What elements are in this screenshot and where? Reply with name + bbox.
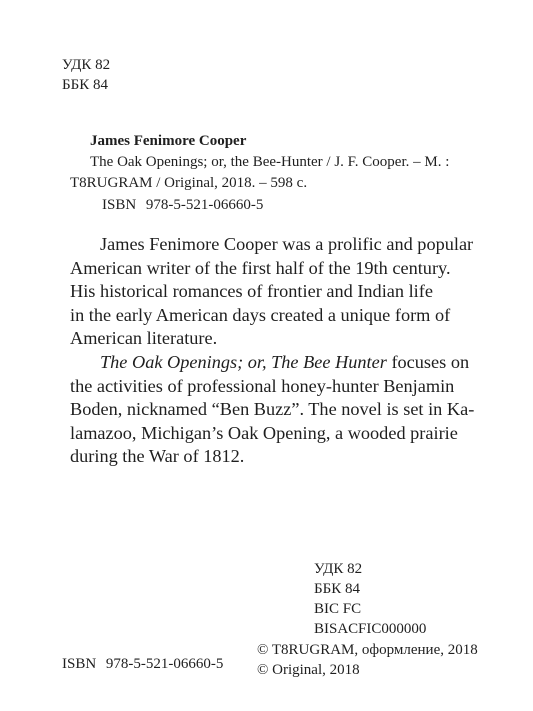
copyright-notice	[257, 640, 478, 680]
bbk-code: ББК 84	[62, 77, 108, 93]
abstract-line: James Fenimore Cooper was a prolific and popular	[100, 234, 474, 254]
bisac-code	[314, 619, 426, 639]
abstract-line: the activities of professional honey-hunter Benjamin	[70, 375, 455, 396]
abstract-line: American literature.	[70, 328, 218, 349]
abstract-line: American writer of the first half of the 19th century.	[70, 257, 451, 278]
isbn-bottom: ISBN 978-5-521-06660-5	[62, 656, 224, 672]
bbk-code-bottom: ББК 84	[314, 581, 360, 597]
abstract-line: His historical romances of frontier and Indian life	[70, 281, 433, 302]
abstract	[70, 233, 475, 469]
udk-code-bottom: УДК 82	[314, 561, 363, 577]
bic-code: BIC FC	[314, 601, 362, 617]
abstract-text: focuses on	[386, 351, 470, 372]
bisac-label: BISAC	[314, 621, 359, 637]
udk-code: УДК 82	[62, 57, 111, 73]
novel-title: The Oak Openings; or, The Bee Hunter	[100, 351, 387, 372]
isbn-top: ISBN 978-5-521-06660-5	[102, 197, 264, 213]
copyright-original: © Original, 2018	[257, 662, 360, 678]
classification-codes-bottom	[314, 559, 426, 639]
author-name: James Fenimore Cooper	[90, 133, 247, 149]
title-line: The Oak Openings; or, the Bee-Hunter / J. F. Cooper. – M. :	[90, 154, 450, 170]
abstract-line: in the early American days created a unique form of	[70, 304, 451, 325]
abstract-line: during the War of 1812.	[70, 446, 245, 467]
abstract-line: Boden, nicknamed “Ben Buzz”. The novel is set in Ka-	[70, 399, 475, 420]
abstract-line: lamazoo, Michigan’s Oak Opening, a wooded prairie	[70, 422, 458, 443]
bibliographic-record	[70, 131, 470, 194]
classification-codes-top	[62, 55, 110, 95]
copyright-design: © T8RUGRAM, оформление, 2018	[257, 642, 478, 658]
publisher-line: T8RUGRAM / Original, 2018. – 598 c.	[70, 175, 308, 191]
bisac-value: FIC000000	[358, 621, 427, 637]
abstract-line	[70, 351, 470, 375]
